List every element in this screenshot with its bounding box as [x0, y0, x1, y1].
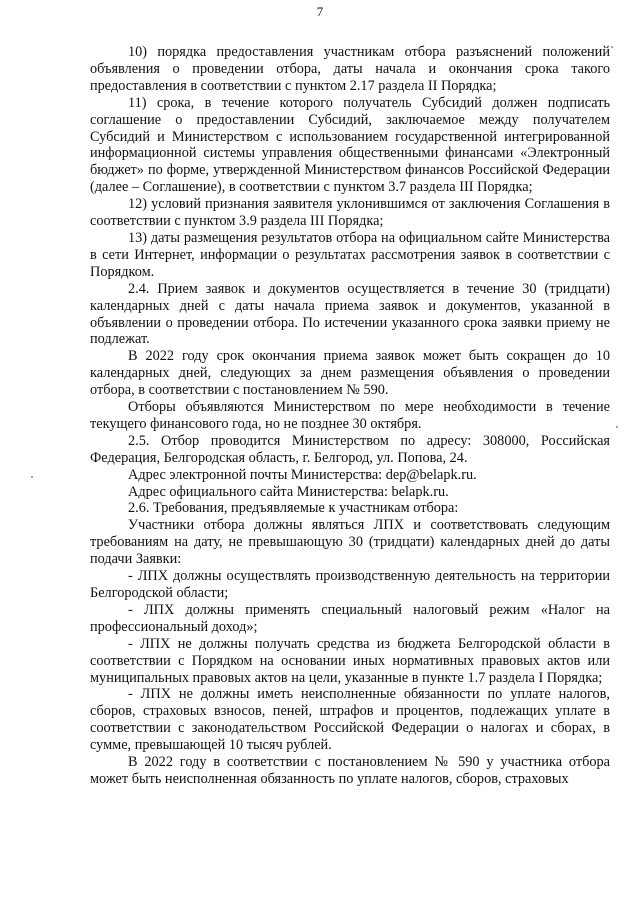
- paragraph-2-4: 2.4. Прием заявок и документов осуществляется в течение 30 (тридцати) календарных дней с даты начала приема заявок и документов, указанной в объявлении о проведении отбора. По истечении указанного срока заявки приему не подлежат.: [90, 280, 610, 348]
- requirement-item-4: - ЛПХ не должны иметь неисполненные обязанности по уплате налогов, сборов, страховых взносов, пеней, штрафов и процентов, подлежащих уплате в соответствии с законодательством Российской Федерации о налогах и сборах, в сумме, превышающей 10 тысяч рублей.: [90, 686, 610, 754]
- paragraph-item-10: 10) порядка предоставления участникам отбора разъяснений положений объявления о проведении отбора, даты начала и окончания срока такого предоставления в соответствии с пунктом 2.17 раздела II Порядка;: [90, 44, 610, 94]
- requirement-item-2: - ЛПХ должны применять специальный налоговый режим «Налог на профессиональный доход»;: [90, 601, 610, 635]
- requirement-item-3: - ЛПХ не должны получать средства из бюджета Белгородской области в соответствии с Порядком на основании иных нормативных правовых актов или муниципальных правовых актов на цели, указанные в пункте 1.7 раздела I Порядка;: [90, 635, 610, 686]
- paragraph-2-5: 2.5. Отбор проводится Министерством по адресу: 308000, Российская Федерация, Белгородская область, г. Белгород, ул. Попова, 24.: [90, 432, 610, 466]
- paragraph-item-13: 13) даты размещения результатов отбора на официальном сайте Министерства в сети Интернет, информации о результатах рассмотрения заявок в соответствии с Порядком.: [90, 229, 610, 280]
- paragraph-selection-announcement: Отборы объявляются Министерством по мере необходимости в течение текущего финансового года, но не позднее 30 октября.: [90, 399, 610, 432]
- paragraph-2-6: 2.6. Требования, предъявляемые к участникам отбора:: [128, 500, 459, 517]
- page-number: 7: [316, 4, 324, 19]
- scan-speck: [616, 426, 618, 428]
- scan-speck: [31, 476, 33, 478]
- paragraph-2022-tax: В 2022 году в соответствии с постановлением № 590 у участника отбора может быть неисполненная обязанность по уплате налогов, сборов, страховых: [90, 754, 610, 787]
- scan-speck: [611, 46, 613, 48]
- requirement-item-1: - ЛПХ должны осуществлять производственную деятельность на территории Белгородской области;: [90, 568, 610, 601]
- paragraph-item-11: 11) срока, в течение которого получатель Субсидий должен подписать соглашение о предоставлении Субсидий, заключаемое между получателем Субсидий и Министерством с использованием государственной интегрированной информационной системы управления общественными финансами «Электронный бюджет» по форме, утвержденной Министерством финансов Российской Федерации (далее – Соглашение), в соответствии с пунктом 3.7 раздела III Порядка;: [90, 94, 610, 196]
- paragraph-email: Адрес электронной почты Министерства: dep@belapk.ru.: [128, 466, 477, 483]
- paragraph-requirements-intro: Участники отбора должны являться ЛПХ и соответствовать следующим требованиям на дату, не превышающую 30 (тридцати) календарных дней до даты подачи Заявки:: [90, 517, 610, 568]
- paragraph-2022-deadline: В 2022 году срок окончания приема заявок может быть сокращен до 10 календарных дней, следующих за днем размещения объявления о проведении отбора, в соответствии с постановлением № 590.: [90, 348, 610, 399]
- paragraph-item-12: 12) условий признания заявителя уклонившимся от заключения Соглашения в соответствии с пунктом 3.9 раздела III Порядка;: [90, 196, 610, 230]
- document-body: [90, 44, 610, 788]
- paragraph-website: Адрес официального сайта Министерства: belapk.ru.: [128, 483, 449, 500]
